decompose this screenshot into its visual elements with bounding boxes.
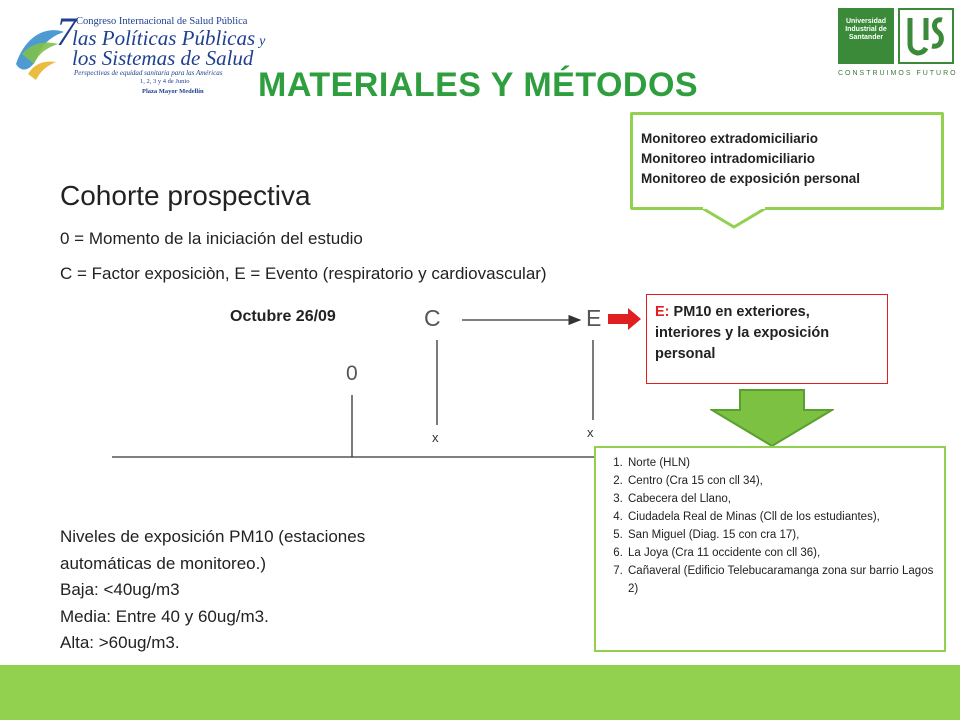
station-item: 6. La Joya (Cra 11 occidente con cll 36), (626, 544, 936, 562)
exposure-levels-line: automáticas de monitoreo.) (60, 553, 266, 573)
congress-title-line1-text: las Políticas Públicas (72, 26, 256, 50)
x-marker-e: x (587, 425, 594, 440)
start-date: Octubre 26/09 (230, 308, 336, 325)
congress-title-line2: los Sistemas de Salud (72, 46, 254, 70)
level-medium: Media: Entre 40 y 60ug/m3. (60, 606, 269, 626)
station-item: 5. San Miguel (Diag. 15 con cra 17), (626, 526, 936, 544)
footer-bar (0, 665, 960, 720)
e-label: E (586, 305, 602, 331)
level-high: Alta: >60ug/m3. (60, 633, 180, 652)
station-item: 4. Ciudadela Real de Minas (Cll de los estudiantes), (626, 508, 936, 526)
arrow-right-icon (608, 306, 642, 332)
station-item: 2. Centro (Cra 15 con cll 34), (626, 472, 936, 490)
monitoring-item: Monitoreo intradomiciliario (641, 151, 816, 166)
monitoring-item: Monitoreo extradomiciliario (641, 131, 819, 146)
university-motto: CONSTRUIMOS FUTURO (838, 70, 958, 77)
monitoring-item: Monitoreo de exposición personal (641, 171, 861, 186)
event-text: PM10 en exteriores, interiores y la exposición personal (655, 304, 830, 362)
exposure-levels (60, 524, 365, 657)
station-item: 1. Norte (HLN) (626, 454, 936, 472)
x-marker-c: x (432, 430, 439, 445)
exposure-levels-line: Niveles de exposición PM10 (estaciones (60, 527, 366, 546)
congress-subtitle: Perspectivas de equidad sanitaria para las Américas (74, 69, 223, 77)
congress-dates: 1, 2, 3 y 4 de Junio (140, 78, 190, 85)
slide-title: MATERIALES Y MÉTODOS (258, 66, 699, 104)
zero-label: 0 (346, 362, 358, 385)
arrow-down-icon (710, 388, 834, 448)
event-box (646, 294, 888, 384)
c-label: C (424, 305, 441, 331)
stations-list (600, 454, 936, 598)
congress-venue: Plaza Mayor Medellín (142, 88, 204, 95)
station-item: 7. Cañaveral (Edificio Telebucaramanga zona sur barrio Lagos 2) (626, 562, 936, 598)
congress-title-conj: y (259, 34, 266, 49)
stations-list-box (594, 446, 946, 652)
level-low: Baja: <40ug/m3 (60, 580, 180, 599)
university-name: Universidad Industrial de Santander (838, 8, 894, 64)
event-prefix: E: (655, 304, 670, 320)
definition-zero: 0 = Momento de la iniciación del estudio (60, 229, 363, 248)
definition-c-e: C = Factor exposiciòn, E = Evento (respiratorio y cardiovascular) (60, 264, 547, 283)
congress-name: Congreso Internacional de Salud Pública (76, 16, 248, 27)
congress-number: 7 (56, 9, 76, 54)
study-design-heading: Cohorte prospectiva (60, 180, 311, 211)
station-item: 3. Cabecera del Llano, (626, 490, 936, 508)
